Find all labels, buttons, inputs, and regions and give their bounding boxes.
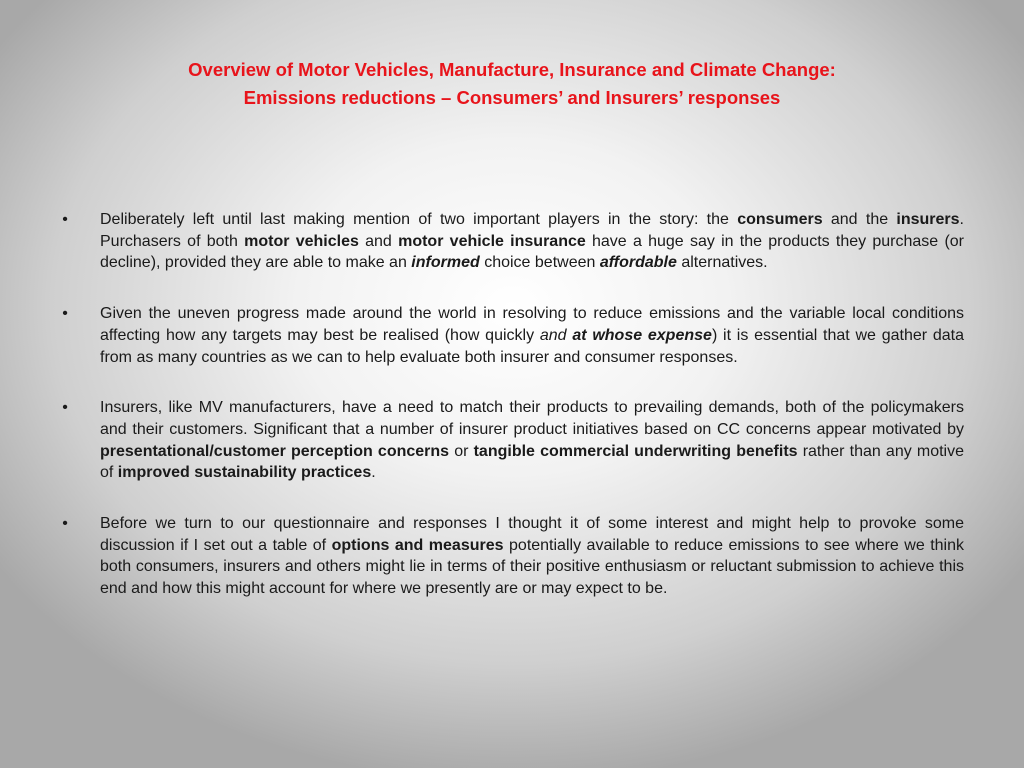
- bullet-icon: •: [62, 211, 68, 228]
- text-run: and: [358, 232, 399, 250]
- text-run: rather than any motive of: [100, 442, 964, 482]
- emphasis-text: informed: [411, 254, 480, 272]
- bullet-item: [58, 303, 964, 368]
- text-run: and the: [822, 211, 897, 228]
- emphasis-text: affordable: [599, 254, 677, 272]
- emphasis-text: motor vehicles: [244, 232, 359, 250]
- text-run: or: [449, 442, 474, 460]
- bullet-text: [100, 305, 964, 365]
- emphasis-text: presentational/customer perception concerns: [100, 442, 450, 460]
- emphasis-text: improved sustainability practices: [117, 464, 372, 482]
- bullet-item: [58, 397, 964, 484]
- emphasis-text: consumers: [737, 211, 823, 228]
- emphasis-text: insurers: [896, 211, 960, 228]
- emphasis-text: at whose expense: [572, 326, 712, 344]
- slide-title: [60, 56, 964, 112]
- bullet-item: [58, 209, 964, 274]
- text-run: Insurers, like MV manufacturers, have a need to match their products to prevailing demands, both of the policymakers and their customers. Significant that a number of insurer product initiatives based on CC concerns appear motivated by: [100, 399, 964, 438]
- text-run: potentially available to reduce emissions to see where we think both consumers, insurers and others might lie in terms of their positive enthusiasm or reluctant submission to achieve this end and how this might account for where we presently are or may expect to be.: [100, 536, 965, 598]
- bullet-item: [58, 513, 964, 600]
- bullet-icon: •: [62, 515, 68, 533]
- text-run: Deliberately left until last making mention of two important players in the story: the: [100, 211, 738, 228]
- text-run: ) it is essential that we gather data from as many countries as we can to help evaluate both insurer and consumer responses.: [100, 326, 965, 366]
- emphasis-text: options and measures: [331, 536, 504, 554]
- title-line-2: Emissions reductions – Consumers’ and Insurers’ responses: [243, 87, 781, 108]
- bullet-text: [100, 211, 964, 271]
- text-run: alternatives.: [676, 254, 768, 272]
- text-run: .: [371, 464, 376, 482]
- emphasis-text: and: [539, 326, 567, 344]
- emphasis-text: tangible commercial underwriting benefits: [473, 442, 798, 460]
- title-line-1: Overview of Motor Vehicles, Manufacture, Insurance and Climate Change:: [188, 59, 836, 80]
- bullet-text: [100, 515, 964, 597]
- emphasis-text: motor vehicle insurance: [398, 232, 586, 250]
- text-run: . Purchasers of both: [100, 211, 964, 250]
- bullet-text: [100, 399, 964, 481]
- text-run: Before we turn to our questionnaire and responses I thought it of some interest and might help to provoke some discussion if I set out a table of: [100, 515, 964, 554]
- bullet-icon: •: [62, 399, 68, 417]
- text-run: choice between: [479, 254, 600, 272]
- bullet-list: [58, 209, 964, 629]
- text-run: Given the uneven progress made around the world in resolving to reduce emissions and the variable local conditions affecting how any targets may best be realised (how quickly: [100, 305, 964, 344]
- text-run: have a huge say in the products they purchase (or decline), provided they are able to make an: [100, 232, 965, 272]
- bullet-icon: •: [62, 305, 68, 323]
